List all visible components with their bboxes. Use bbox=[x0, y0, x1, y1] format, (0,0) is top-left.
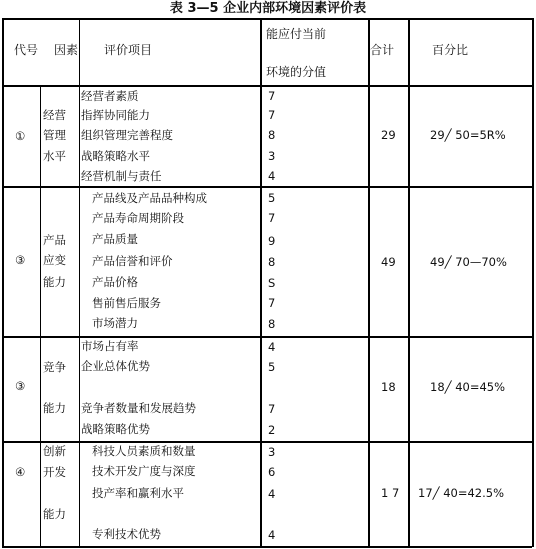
group-total: 1 7 bbox=[381, 486, 400, 500]
group-total: 29 bbox=[381, 128, 396, 142]
item-score: 8 bbox=[268, 255, 276, 269]
table-top-border bbox=[2, 18, 532, 20]
item-name: 指挥协同能力 bbox=[81, 108, 150, 122]
item-score: 5 bbox=[268, 191, 276, 205]
group-percent: 49╱ 70—70% bbox=[430, 255, 507, 269]
item-name: 组织管理完善程度 bbox=[81, 128, 173, 142]
group-code: ① bbox=[15, 129, 26, 143]
column-divider bbox=[40, 85, 41, 547]
item-score: 4 bbox=[268, 340, 276, 354]
item-name: 科技人员素质和数量 bbox=[92, 444, 196, 458]
item-score: 2 bbox=[268, 423, 276, 437]
table-bottom-border bbox=[2, 546, 532, 548]
group-divider bbox=[2, 186, 532, 188]
header-total: 合计 bbox=[370, 43, 395, 57]
group-factor-line: 经营 bbox=[43, 108, 66, 122]
group-factor-line: 应变 bbox=[43, 253, 66, 267]
item-name: 市场占有率 bbox=[81, 339, 139, 353]
page-title: 表 3—5 企业内部环境因素评价表 bbox=[169, 1, 367, 16]
group-factor-line: 水平 bbox=[43, 149, 66, 163]
item-score: 7 bbox=[268, 108, 276, 122]
item-name: 专利技术优势 bbox=[92, 527, 161, 541]
header-code: 代号 bbox=[14, 43, 39, 57]
item-score: 7 bbox=[268, 211, 276, 225]
item-score: 4 bbox=[268, 487, 276, 501]
group-factor-line: 能力 bbox=[43, 275, 66, 289]
group-percent: 29╱ 50=5R% bbox=[430, 128, 506, 142]
group-divider bbox=[2, 441, 532, 443]
group-percent: 17╱ 40=42.5% bbox=[418, 486, 505, 500]
group-factor-line: 竞争 bbox=[43, 360, 66, 374]
item-name: 售前售后服务 bbox=[92, 296, 161, 310]
group-factor-line: 产品 bbox=[43, 233, 66, 247]
column-divider bbox=[408, 18, 410, 547]
item-score: 4 bbox=[268, 528, 276, 542]
item-score: 4 bbox=[268, 169, 276, 183]
item-score: S bbox=[268, 276, 276, 290]
item-name: 技术开发广度与深度 bbox=[92, 464, 196, 478]
item-name: 产品信誉和评价 bbox=[92, 254, 173, 268]
item-score: 8 bbox=[268, 128, 276, 142]
header-score-line2: 环境的分值 bbox=[266, 65, 327, 79]
item-score: 5 bbox=[268, 360, 276, 374]
header-item: 评价项目 bbox=[104, 43, 153, 57]
item-score: 8 bbox=[268, 317, 276, 331]
group-code: ③ bbox=[15, 253, 26, 267]
group-divider bbox=[2, 336, 532, 338]
item-score: 3 bbox=[268, 149, 276, 163]
item-name: 战略策略水平 bbox=[81, 149, 150, 163]
item-name: 市场潜力 bbox=[92, 316, 138, 330]
item-score: 6 bbox=[268, 465, 276, 479]
column-divider bbox=[260, 18, 262, 547]
item-name: 企业总体优势 bbox=[81, 359, 150, 373]
item-name: 经营机制与责任 bbox=[81, 169, 162, 183]
header-percent: 百分比 bbox=[432, 43, 469, 57]
item-score: 7 bbox=[268, 402, 276, 416]
group-total: 49 bbox=[381, 255, 396, 269]
item-name: 竞争者数量和发展趋势 bbox=[81, 401, 196, 415]
item-name: 经营者素质 bbox=[81, 89, 139, 103]
item-name: 投产率和赢利水平 bbox=[92, 486, 184, 500]
group-code: ③ bbox=[15, 379, 26, 393]
group-code: ④ bbox=[15, 465, 26, 479]
item-name: 产品质量 bbox=[92, 232, 138, 246]
header-score-line1: 能应付当前 bbox=[266, 27, 327, 41]
group-total: 18 bbox=[381, 380, 396, 394]
item-score: 3 bbox=[268, 445, 276, 459]
group-percent: 18╱ 40=45% bbox=[430, 380, 506, 394]
item-score: 7 bbox=[268, 89, 276, 103]
table-left-border bbox=[2, 18, 4, 547]
item-score: 7 bbox=[268, 296, 276, 310]
group-factor-line: 创新 bbox=[43, 444, 66, 458]
item-name: 战略策略优势 bbox=[81, 422, 150, 436]
item-name: 产品寿命周期阶段 bbox=[92, 211, 184, 225]
table-right-border bbox=[532, 18, 534, 547]
column-divider bbox=[79, 18, 80, 547]
item-name: 产品价格 bbox=[92, 275, 138, 289]
header-row-divider bbox=[2, 85, 532, 87]
group-factor-line: 开发 bbox=[43, 465, 66, 479]
group-factor-line: 能力 bbox=[43, 401, 66, 415]
group-factor-line: 能力 bbox=[43, 507, 66, 521]
column-divider bbox=[368, 18, 370, 547]
group-factor-line: 管理 bbox=[43, 128, 66, 142]
item-score: 9 bbox=[268, 234, 276, 248]
item-name: 产品线及产品品种构成 bbox=[92, 191, 207, 205]
header-factor: 因素 bbox=[54, 43, 79, 57]
